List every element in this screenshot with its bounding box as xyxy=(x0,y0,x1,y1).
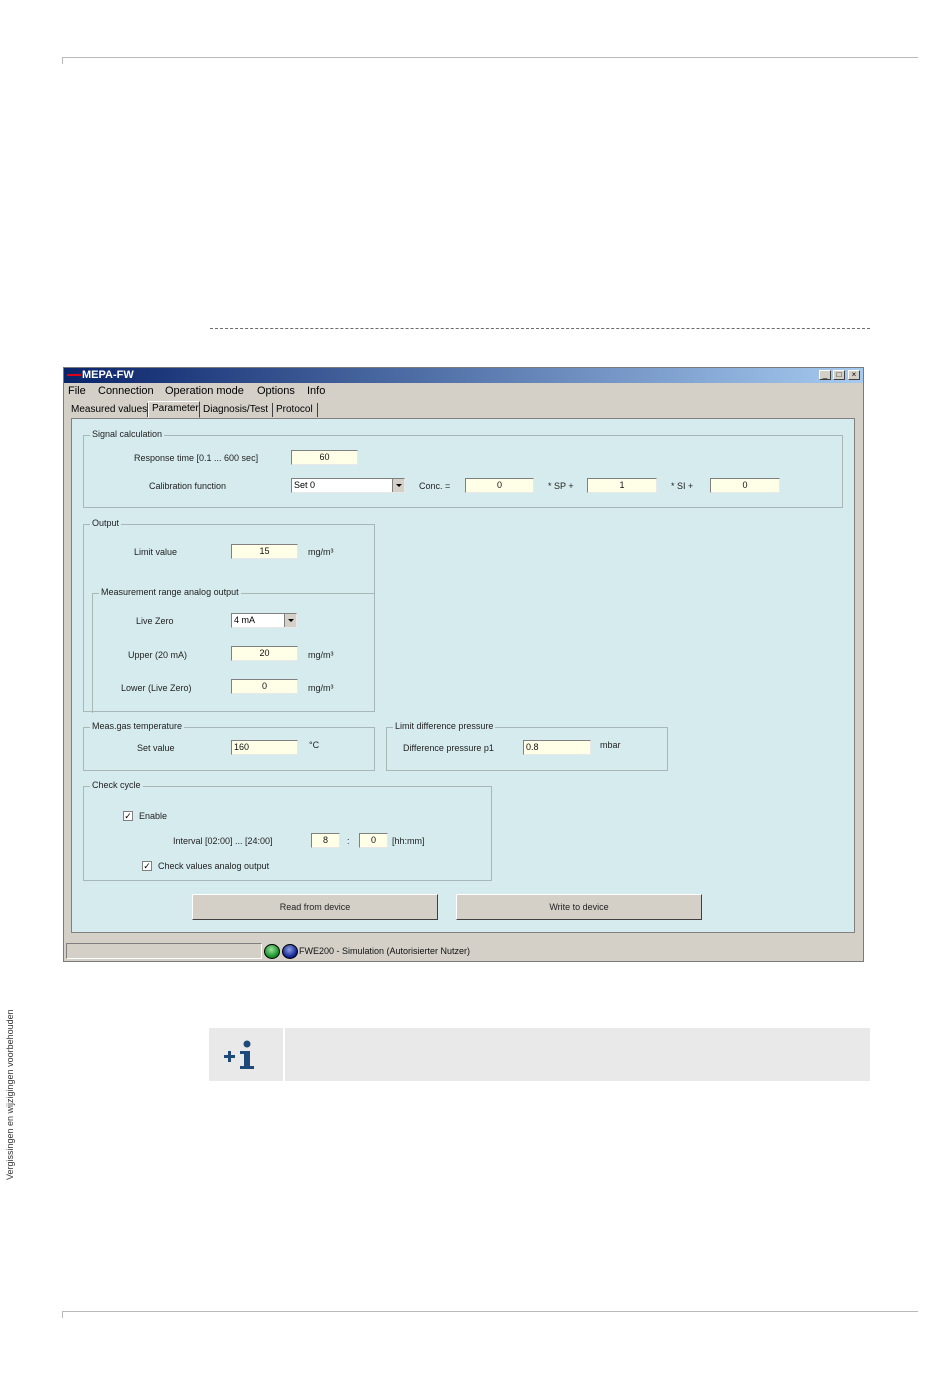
write-to-device-button[interactable]: Write to device xyxy=(456,894,702,920)
app-logo-icon xyxy=(67,372,81,377)
tab-protocol[interactable]: Protocol xyxy=(273,403,318,417)
interval-format-label: [hh:mm] xyxy=(392,836,425,846)
sp-label: * SP + xyxy=(548,481,574,491)
side-note: Vergissingen en wijzigingen voorbehouden xyxy=(5,1009,15,1180)
interval-colon: : xyxy=(347,836,350,846)
upper-unit: mg/m³ xyxy=(308,650,334,660)
menu-options[interactable]: Options xyxy=(257,385,295,397)
interval-hours-field[interactable]: 8 xyxy=(311,833,340,848)
limit-value-field[interactable]: 15 xyxy=(231,544,298,559)
menu-bar xyxy=(64,383,863,399)
interval-minutes-field[interactable]: 0 xyxy=(359,833,388,848)
maximize-button[interactable]: □ xyxy=(833,370,845,380)
minimize-button[interactable]: _ xyxy=(819,370,831,380)
header-rule xyxy=(62,57,918,58)
footer-rule xyxy=(62,1311,918,1312)
live-zero-label: Live Zero xyxy=(136,616,174,626)
meas-gas-legend: Meas.gas temperature xyxy=(92,721,183,731)
lower-unit: mg/m³ xyxy=(308,683,334,693)
set-value-label: Set value xyxy=(137,743,175,753)
signal-calculation-group xyxy=(83,429,843,508)
chevron-down-icon[interactable] xyxy=(392,479,404,492)
upper-field[interactable]: 20 xyxy=(231,646,298,661)
limit-value-label: Limit value xyxy=(134,547,178,557)
lower-label: Lower (Live Zero) xyxy=(121,683,192,693)
difference-pressure-label: Difference pressure p1 xyxy=(403,743,494,753)
check-values-checkbox[interactable]: ✓ xyxy=(143,861,151,871)
connection-green-icon xyxy=(264,944,280,959)
tab-diagnosis-test[interactable]: Diagnosis/Test xyxy=(200,403,273,417)
measurement-range-legend: Measurement range analog output xyxy=(101,587,239,597)
output-group xyxy=(83,518,375,712)
check-values-label: Check values analog output xyxy=(158,861,270,871)
calibration-function-value: Set 0 xyxy=(294,480,316,490)
check-cycle-legend: Check cycle xyxy=(92,780,141,790)
enable-label: Enable xyxy=(139,811,168,821)
read-from-device-button[interactable]: Read from device xyxy=(192,894,438,920)
calibration-function-label: Calibration function xyxy=(149,481,227,491)
status-panel xyxy=(66,943,262,959)
close-button[interactable]: × xyxy=(848,370,860,380)
parameter-panel xyxy=(71,418,855,933)
menu-operation-mode[interactable]: Operation mode xyxy=(165,385,244,397)
status-bar xyxy=(64,941,863,961)
pressure-unit: mbar xyxy=(600,740,621,750)
menu-connection[interactable]: Connection xyxy=(98,385,154,397)
si-field[interactable]: 0 xyxy=(710,478,780,493)
interval-label: Interval [02:00] ... [24:00] xyxy=(173,836,273,846)
upper-label: Upper (20 mA) xyxy=(128,650,188,660)
info-icon-cell xyxy=(209,1028,285,1081)
limit-value-unit: mg/m³ xyxy=(308,547,334,557)
tab-parameter[interactable]: Parameter xyxy=(148,401,200,418)
dashed-separator xyxy=(210,328,870,329)
meas-gas-temperature-group xyxy=(83,721,375,771)
title-bar[interactable] xyxy=(64,368,863,383)
conc-label: Conc. = xyxy=(419,481,451,491)
chevron-down-icon[interactable] xyxy=(284,614,296,627)
enable-checkbox[interactable]: ✓ xyxy=(124,811,132,821)
menu-file[interactable]: File xyxy=(68,385,86,397)
tab-measured-values[interactable]: Measured values xyxy=(68,403,148,417)
signal-calculation-legend: Signal calculation xyxy=(92,429,163,439)
response-time-field[interactable]: 60 xyxy=(291,450,358,465)
calibration-function-select[interactable] xyxy=(291,478,405,493)
live-zero-select[interactable] xyxy=(231,613,297,628)
info-note xyxy=(209,1028,870,1081)
plus-info-icon xyxy=(223,1040,257,1070)
live-zero-value: 4 mA xyxy=(234,615,256,625)
si-label: * SI + xyxy=(671,481,694,491)
response-time-label: Response time [0.1 ... 600 sec] xyxy=(134,453,259,463)
limit-difference-pressure-group xyxy=(386,721,668,771)
conc-field[interactable]: 0 xyxy=(465,478,534,493)
limit-difference-legend: Limit difference pressure xyxy=(395,721,494,731)
menu-info[interactable]: Info xyxy=(307,385,326,397)
status-text: FWE200 - Simulation (Autorisierter Nutzer) xyxy=(299,946,471,956)
output-legend: Output xyxy=(92,518,120,528)
set-value-field[interactable]: 160 xyxy=(231,740,298,755)
temperature-unit: °C xyxy=(309,740,320,750)
difference-pressure-field[interactable]: 0.8 xyxy=(523,740,591,755)
connection-blue-icon xyxy=(282,944,298,959)
app-window xyxy=(63,367,864,962)
sp-field[interactable]: 1 xyxy=(587,478,657,493)
window-title: MEPA-FW xyxy=(82,369,134,381)
lower-field[interactable]: 0 xyxy=(231,679,298,694)
check-cycle-group xyxy=(83,780,492,881)
